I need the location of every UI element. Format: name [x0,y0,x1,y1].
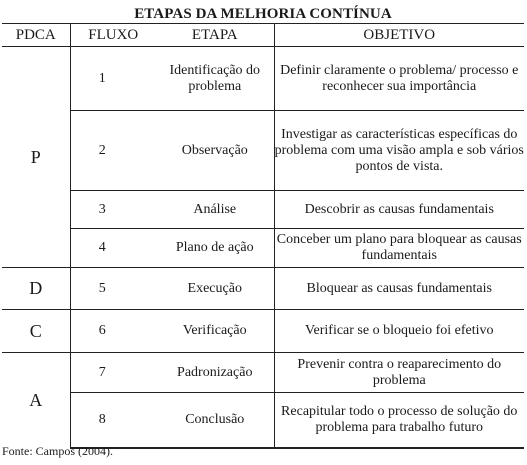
header-etapa: ETAPA [156,24,274,47]
etapa-cell: Identificação do problema [169,62,261,94]
objetivo-cell: Bloquear as causas fundamentais [274,268,524,310]
header-pdca: PDCA [2,24,70,47]
pdca-table [2,23,524,449]
etapa-cell: Conclusão [156,393,274,448]
fluxo-cell: 4 [70,229,156,268]
table-row [2,47,524,111]
pdca-cell-d: D [2,268,70,310]
table-row [2,268,524,310]
etapa-cell: Verificação [156,310,274,353]
table-row [2,353,524,393]
objetivo-cell: Investigar as características específicas do problema com uma visão ampla e sob vários pontos de vista. [274,111,524,191]
fluxo-cell: 1 [70,47,156,111]
etapa-cell: Padronização [156,353,274,393]
table-row [2,393,524,448]
objetivo-cell: Definir claramente o problema/ processo e reconhecer sua importância [274,47,524,111]
etapa-cell: Execução [156,268,274,310]
objetivo-cell: Prevenir contra o reaparecimento do problema [274,353,524,393]
etapa-cell: Plano de ação [156,229,274,268]
fluxo-cell: 2 [70,111,156,191]
fluxo-cell: 5 [70,268,156,310]
pdca-cell-c: C [2,310,70,353]
objetivo-cell: Descobrir as causas fundamentais [274,191,524,229]
table-row [2,191,524,229]
objetivo-cell: Verificar se o bloqueio foi efetivo [274,310,524,353]
table-row [2,310,524,353]
header-objetivo: OBJETIVO [274,24,524,47]
pdca-cell-p: P [30,146,41,167]
table-title: ETAPAS DA MELHORIA CONTÍNUA [134,6,392,22]
etapa-cell: Observação [156,111,274,191]
source-note: Fonte: Campos (2004). [2,444,113,458]
objetivo-cell: Recapitular todo o processo de solução do problema para trabalho futuro [274,393,524,448]
table-row [2,111,524,191]
objetivo-cell: Conceber um plano para bloquear as causas fundamentais [274,229,524,268]
fluxo-cell: 3 [70,191,156,229]
header-row [2,24,524,47]
etapa-cell: Análise [156,191,274,229]
header-fluxo: FLUXO [70,24,156,47]
fluxo-cell: 6 [70,310,156,353]
fluxo-cell: 8 [70,393,156,448]
pdca-cell-a: A [2,353,70,448]
fluxo-cell: 7 [70,353,156,393]
table-row [2,229,524,268]
